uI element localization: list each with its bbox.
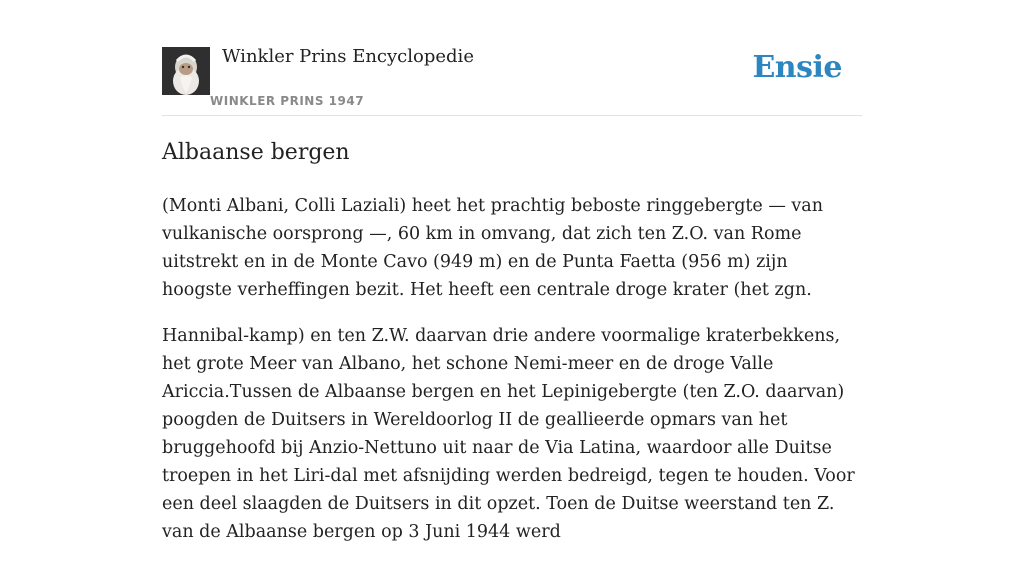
bearded-man-portrait-icon[interactable] — [162, 47, 210, 95]
header — [162, 0, 862, 116]
publication-title[interactable]: Winkler Prins Encyclopedie — [222, 46, 474, 67]
brand-logo[interactable]: Ensie — [752, 50, 842, 85]
edition-label[interactable]: WINKLER PRINS 1947 — [210, 94, 365, 108]
article-title: Albaanse bergen — [162, 140, 350, 165]
article-body — [162, 192, 862, 564]
paragraph: (Monti Albani, Colli Laziali) heet het prachtig beboste ringgebergte — van vulkanische oorsprong —, 60 km in omvang, dat zich ten Z.O. van Rome uitstrekt en in de Monte Cavo (949 m) en de Punta Faetta (956 m) zijn hoogste verheffingen bezit. Het heeft een centrale droge krater (het zgn. — [162, 196, 824, 300]
paragraph: Hannibal-kamp) en ten Z.W. daarvan drie andere voormalige kraterbekkens, het grote Meer van Albano, het schone Nemi-meer en de droge Valle Ariccia.Tussen de Albaanse bergen en het Lepinigebergte (ten Z.O. daarvan) poogden de Duitsers in Wereldoorlog II de geallieerde opmars van het bruggehoofd bij Anzio-Nettuno uit naar de Via Latina, waardoor alle Duitse troepen in het Liri-dal met afsnijding werden bedreigd, tegen te houden. Voor een deel slaagden de Duitsers in dit opzet. Toen de Duitse weerstand ten Z. van de Albaanse bergen op 3 Juni 1944 werd — [162, 326, 855, 542]
